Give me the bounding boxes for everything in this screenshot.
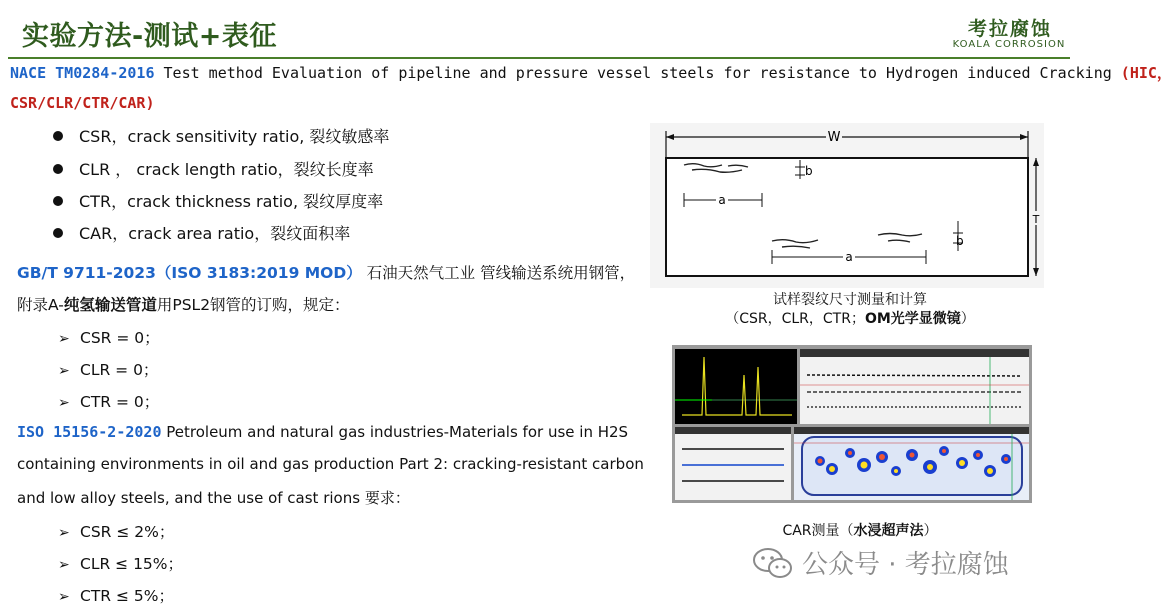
caption-part: CAR测量（ — [782, 523, 854, 539]
a-label-lower: a — [845, 250, 853, 264]
gbt-req-ctr — [58, 390, 159, 412]
ratio-label: CSR，crack sensitivity ratio, 裂纹敏感率 — [79, 127, 390, 146]
arrow-icon: ➢ — [58, 363, 70, 379]
nace-tail: (HIC， — [1120, 64, 1172, 82]
caption-part: ） — [960, 311, 975, 327]
wechat-watermark — [752, 544, 1009, 581]
gbt-annex-tail: 用PSL2钢管的订购，规定： — [156, 296, 350, 314]
iso-code: ISO 15156-2-2020 — [17, 423, 162, 441]
ratio-item-ctr — [53, 189, 383, 212]
ratio-item-clr — [53, 157, 374, 180]
page-title: 实验方法-测试+表征 — [22, 21, 277, 52]
ratio-item-car — [53, 221, 350, 244]
gbt-req-clr — [58, 358, 158, 380]
nace-line-2 — [10, 94, 155, 112]
gbt-annex: 附录A- — [17, 296, 64, 314]
caption-part: （CSR，CLR，CTR； — [725, 311, 865, 327]
bullet-icon — [53, 228, 63, 238]
arrow-icon: ➢ — [58, 525, 70, 541]
b-label: b — [805, 164, 813, 178]
gbt-line-2 — [17, 293, 350, 315]
logo-english: KOALA CORROSION — [952, 39, 1066, 50]
req-text: CLR = 0； — [80, 361, 159, 379]
caption-part: ） — [923, 523, 938, 539]
wechat-icon — [752, 546, 794, 580]
t-label: T — [1032, 213, 1040, 226]
arrow-icon: ➢ — [58, 395, 70, 411]
figure1-caption: 试样裂纹尺寸测量和计算 — [773, 292, 927, 308]
bullet-icon — [53, 164, 63, 174]
req-text: CSR ≤ 2%； — [80, 523, 175, 541]
figure2-caption — [740, 520, 980, 540]
req-text: CTR = 0； — [80, 393, 160, 411]
ultrasonic-scan-image — [672, 345, 1032, 503]
watermark-text: 公众号 · 考拉腐蚀 — [802, 550, 1009, 580]
figure1-caption-2 — [700, 308, 1000, 328]
ratio-label: CAR，crack area ratio，裂纹面积率 — [79, 224, 351, 243]
iso-req-csr — [58, 520, 174, 542]
nace-tail-2: CSR/CLR/CTR/CAR) — [10, 94, 155, 112]
caption-om: OM光学显微镜 — [864, 311, 961, 327]
iso-line-3: and low alloy steels, and the use of cast rions 要求： — [17, 489, 410, 507]
caption-ultrasonic: 水浸超声法 — [853, 523, 924, 539]
ratio-label: CLR ， crack length ratio，裂纹长度率 — [79, 160, 374, 179]
title-divider — [8, 57, 1070, 59]
logo-chinese: 考拉腐蚀 — [967, 18, 1052, 40]
iso-req-ctr — [58, 584, 174, 606]
gbt-req-csr — [58, 326, 160, 348]
gbt-hydrogen: 纯氢输送管道 — [63, 296, 157, 314]
req-text: CLR ≤ 15%； — [80, 555, 184, 573]
iso-line-2: containing environments in oil and gas production Part 2: cracking-resistant carbon — [17, 455, 644, 473]
arrow-icon: ➢ — [58, 331, 70, 347]
nace-line — [10, 62, 1172, 83]
nace-text: Test method Evaluation of pipeline and pressure vessel steels for resistance to Hydrogen induced Cracking — [154, 64, 1121, 82]
ratio-item-csr — [53, 124, 389, 147]
gbt-line — [17, 261, 635, 283]
ratio-label: CTR，crack thickness ratio, 裂纹厚度率 — [79, 192, 384, 211]
arrow-icon: ➢ — [58, 589, 70, 605]
req-text: CSR = 0； — [80, 329, 160, 347]
req-text: CTR ≤ 5%； — [80, 587, 174, 605]
iso-req-clr — [58, 552, 183, 574]
gbt-code: GB/T 9711-2023（ISO 3183:2019 MOD） — [17, 264, 362, 282]
iso-line — [17, 423, 628, 441]
w-label: W — [827, 130, 841, 145]
a-label: a — [718, 193, 726, 207]
nace-code: NACE TM0284-2016 — [10, 64, 155, 82]
bullet-icon — [53, 131, 63, 141]
gbt-text: 石油天然气工业 管线输送系统用钢管， — [361, 264, 636, 282]
b-label-lower: b — [956, 234, 964, 248]
iso-text-1: Petroleum and natural gas industries-Materials for use in H2S — [161, 423, 629, 441]
arrow-icon: ➢ — [58, 557, 70, 573]
crack-measurement-diagram — [650, 123, 1044, 288]
bullet-icon — [53, 196, 63, 206]
